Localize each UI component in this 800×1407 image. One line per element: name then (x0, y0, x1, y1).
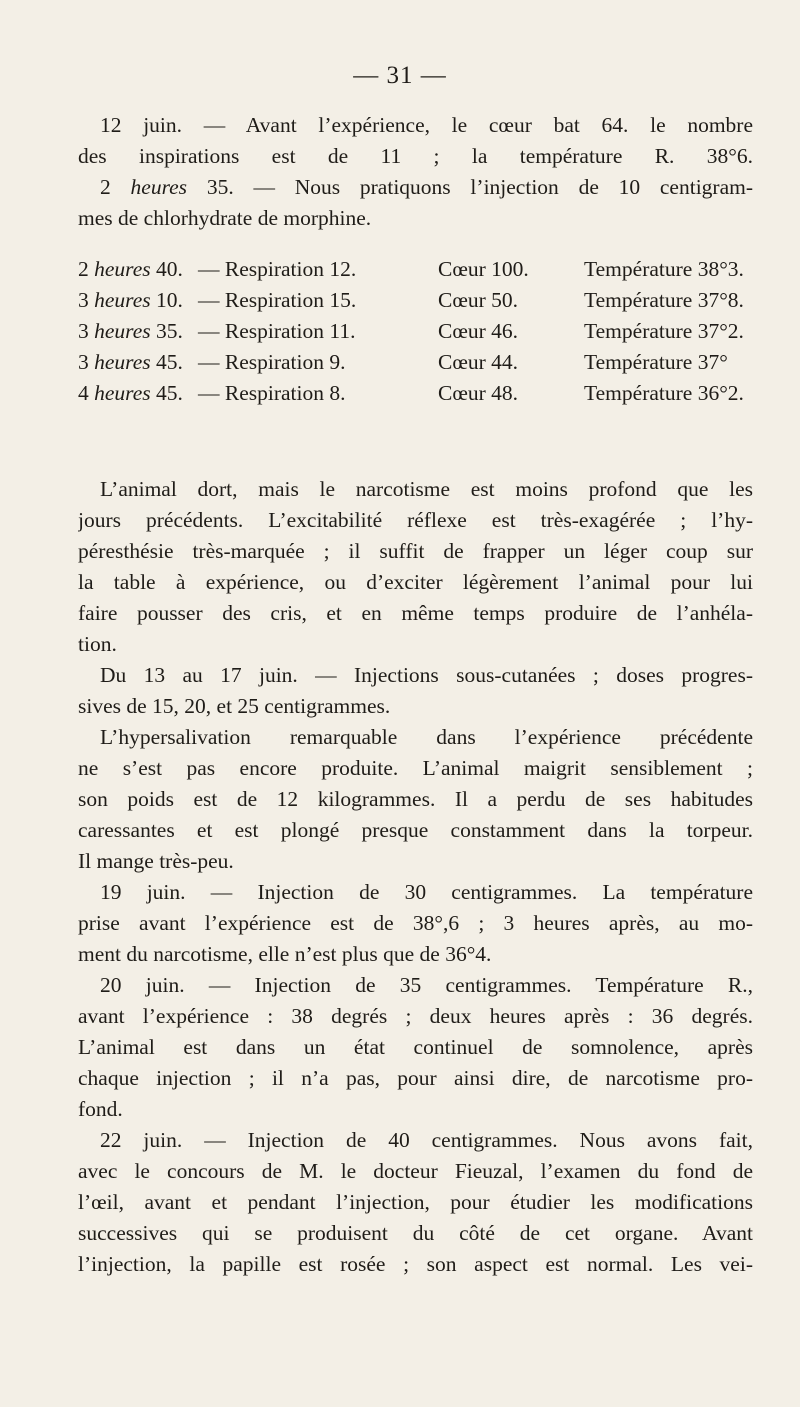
reading-coeur: Cœur 46. (438, 319, 519, 343)
reading-temperature: Température 37° (584, 350, 728, 374)
reading-respiration: — Respiration 11. (198, 319, 356, 343)
body-line: ne s’est pas encore produite. L’animal maigrit sensiblement ; (78, 756, 753, 780)
reading-temperature: Température 37°2. (584, 319, 744, 343)
reading-row (78, 316, 753, 347)
reading-temperature: Température 36°2. (584, 381, 744, 405)
reading-time-unit: heures (94, 350, 151, 374)
body-line: son poids est de 12 kilogrammes. Il a perdu de ses habitudes (78, 787, 753, 811)
reading-respiration: — Respiration 12. (198, 257, 357, 281)
reading-coeur: Cœur 44. (438, 350, 519, 374)
reading-row (78, 378, 753, 409)
reading-temperature: Température 38°3. (584, 257, 744, 281)
intro-time-text: 2 heures 35. — Nous pratiquons l’injection de 10 centigram- (100, 175, 753, 199)
reading-time: 2 heures 40. (78, 257, 183, 281)
body-line: l’œil, avant et pendant l’injection, pour étudier les modifications (78, 1190, 753, 1214)
body-line: avant l’expérience : 38 degrés ; deux heures après : 36 degrés. (78, 1004, 753, 1028)
body-line: 19 juin. — Injection de 30 centigrammes. La température (100, 880, 753, 904)
reading-row (78, 254, 753, 285)
reading-coeur: Cœur 100. (438, 257, 529, 281)
body-line: l’injection, la papille est rosée ; son aspect est normal. Les vei- (78, 1252, 753, 1276)
reading-time: 3 heures 10. (78, 288, 183, 312)
body-line: avec le concours de M. le docteur Fieuzal, l’examen du fond de (78, 1159, 753, 1183)
body-line: 22 juin. — Injection de 40 centigrammes. Nous avons fait, (100, 1128, 753, 1152)
reading-coeur: Cœur 48. (438, 381, 519, 405)
body-line: L’hypersalivation remarquable dans l’expérience précédente (100, 725, 753, 749)
body-line: chaque injection ; il n’a pas, pour ainsi dire, de narcotisme pro- (78, 1066, 753, 1090)
intro-paragraph (78, 110, 753, 234)
body-line: prise avant l’expérience est de 38°,6 ; 3 heures après, au mo- (78, 911, 753, 935)
reading-time: 3 heures 45. (78, 350, 183, 374)
body-line: la table à expérience, ou d’exciter légèrement l’animal pour lui (78, 570, 753, 594)
body-line: caressantes et est plongé presque constamment dans la torpeur. (78, 818, 753, 842)
page-number: — 31 — (353, 62, 447, 89)
body-line: tion. (78, 632, 117, 656)
body-line: Il mange très-peu. (78, 849, 234, 873)
reading-time-unit: heures (94, 257, 151, 281)
body-text (78, 474, 753, 1280)
intro-line: 12 juin. — Avant l’expérience, le cœur bat 64. le nombre (100, 113, 753, 137)
reading-time-unit: heures (94, 381, 151, 405)
body-line: 20 juin. — Injection de 35 centigrammes. Température R., (100, 973, 753, 997)
reading-respiration: — Respiration 9. (198, 350, 346, 374)
body-line: fond. (78, 1097, 123, 1121)
intro-line (78, 172, 753, 203)
reading-respiration: — Respiration 8. (198, 381, 346, 405)
reading-row (78, 285, 753, 316)
body-line: L’animal est dans un état continuel de somnolence, après (78, 1035, 753, 1059)
body-line: Du 13 au 17 juin. — Injections sous-cutanées ; doses progres- (100, 663, 753, 687)
reading-respiration: — Respiration 15. (198, 288, 357, 312)
reading-time-unit: heures (94, 319, 151, 343)
reading-row (78, 347, 753, 378)
body-line: péresthésie très-marquée ; il suffit de frapper un léger coup sur (78, 539, 753, 563)
body-line: ment du narcotisme, elle n’est plus que de 36°4. (78, 942, 492, 966)
body-line: jours précédents. L’excitabilité réflexe est très-exagérée ; l’hy- (78, 508, 753, 532)
italic-heures: heures (130, 175, 188, 199)
body-line: faire pousser des cris, et en même temps produire de l’anhéla- (78, 601, 753, 625)
reading-temperature: Température 37°8. (584, 288, 744, 312)
reading-coeur: Cœur 50. (438, 288, 519, 312)
body-line: sives de 15, 20, et 25 centigrammes. (78, 694, 391, 718)
body-line: L’animal dort, mais le narcotisme est moins profond que les (100, 477, 753, 501)
reading-time: 4 heures 45. (78, 381, 183, 405)
reading-time-unit: heures (94, 288, 151, 312)
body-line: successives qui se produisent du côté de cet organe. Avant (78, 1221, 753, 1245)
reading-time: 3 heures 35. (78, 319, 183, 343)
intro-line: mes de chlorhydrate de morphine. (78, 206, 372, 230)
intro-line: des inspirations est de 11 ; la température R. 38°6. (78, 144, 753, 168)
readings-table (78, 254, 753, 409)
